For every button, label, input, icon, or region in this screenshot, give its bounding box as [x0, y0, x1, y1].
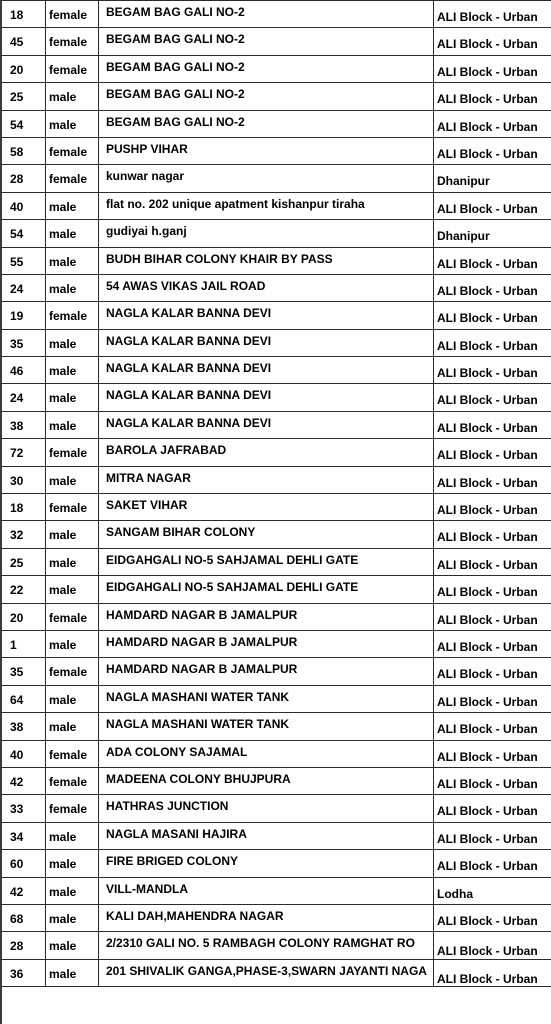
address-cell[interactable]: NAGLA KALAR BANNA DEVI: [99, 329, 434, 356]
block-cell[interactable]: ALI Block - Urban: [434, 137, 551, 164]
address-cell[interactable]: NAGLA MASANI HAJIRA: [99, 822, 434, 849]
block-cell[interactable]: ALI Block - Urban: [434, 822, 551, 849]
gender-cell[interactable]: female: [46, 55, 99, 82]
address-cell[interactable]: SAKET VIHAR: [99, 494, 434, 521]
age-cell[interactable]: 42: [1, 767, 46, 794]
age-cell[interactable]: 36: [1, 959, 46, 986]
table-row: [1, 137, 551, 164]
age-cell[interactable]: 40: [1, 740, 46, 767]
age-cell[interactable]: 68: [1, 904, 46, 931]
table-row: [1, 548, 551, 575]
gender-cell[interactable]: male: [46, 329, 99, 356]
age-cell[interactable]: 72: [1, 439, 46, 466]
block-cell[interactable]: ALI Block - Urban: [434, 192, 551, 219]
gender-cell[interactable]: male: [46, 521, 99, 548]
address-cell[interactable]: flat no. 202 unique apatment kishanpur tiraha: [99, 192, 434, 219]
age-cell[interactable]: 19: [1, 302, 46, 329]
address-cell[interactable]: FIRE BRIGED COLONY: [99, 850, 434, 877]
age-cell[interactable]: 24: [1, 384, 46, 411]
address-cell[interactable]: HAMDARD NAGAR B JAMALPUR: [99, 603, 434, 630]
table-row: [1, 795, 551, 822]
age-cell[interactable]: 38: [1, 411, 46, 438]
age-cell[interactable]: 22: [1, 576, 46, 603]
age-cell[interactable]: 55: [1, 247, 46, 274]
gender-cell[interactable]: male: [46, 877, 99, 904]
table-row: [1, 329, 551, 356]
table-row: [1, 110, 551, 137]
table-row: [1, 466, 551, 493]
address-cell[interactable]: HAMDARD NAGAR B JAMALPUR: [99, 630, 434, 657]
table-row: [1, 932, 551, 959]
address-cell[interactable]: 54 AWAS VIKAS JAIL ROAD: [99, 274, 434, 301]
gender-cell[interactable]: female: [46, 165, 99, 192]
address-cell[interactable]: ADA COLONY SAJAMAL: [99, 740, 434, 767]
table-row: [1, 192, 551, 219]
address-cell[interactable]: NAGLA KALAR BANNA DEVI: [99, 384, 434, 411]
block-cell[interactable]: ALI Block - Urban: [434, 439, 551, 466]
block-cell[interactable]: ALI Block - Urban: [434, 548, 551, 575]
gender-cell[interactable]: male: [46, 713, 99, 740]
age-cell[interactable]: 46: [1, 357, 46, 384]
block-cell[interactable]: ALI Block - Urban: [434, 110, 551, 137]
block-cell[interactable]: ALI Block - Urban: [434, 357, 551, 384]
block-cell[interactable]: ALI Block - Urban: [434, 55, 551, 82]
block-cell[interactable]: ALI Block - Urban: [434, 795, 551, 822]
table-row: [1, 877, 551, 904]
table-row: [1, 822, 551, 849]
table-row: [1, 28, 551, 55]
address-cell[interactable]: NAGLA KALAR BANNA DEVI: [99, 302, 434, 329]
age-cell[interactable]: 28: [1, 932, 46, 959]
block-cell[interactable]: ALI Block - Urban: [434, 494, 551, 521]
age-cell[interactable]: 28: [1, 165, 46, 192]
table-row: [1, 767, 551, 794]
block-cell[interactable]: ALI Block - Urban: [434, 576, 551, 603]
table-row: [1, 247, 551, 274]
table-row: [1, 83, 551, 110]
gender-cell[interactable]: female: [46, 302, 99, 329]
block-cell[interactable]: ALI Block - Urban: [434, 603, 551, 630]
block-cell[interactable]: Lodha: [434, 877, 551, 904]
gender-cell[interactable]: male: [46, 384, 99, 411]
block-cell[interactable]: ALI Block - Urban: [434, 247, 551, 274]
age-cell[interactable]: 20: [1, 55, 46, 82]
gender-cell[interactable]: male: [46, 247, 99, 274]
address-cell[interactable]: MITRA NAGAR: [99, 466, 434, 493]
gender-cell[interactable]: male: [46, 466, 99, 493]
block-cell[interactable]: ALI Block - Urban: [434, 302, 551, 329]
address-cell[interactable]: 201 SHIVALIK GANGA,PHASE-3,SWARN JAYANTI NAGA: [99, 959, 434, 986]
block-cell[interactable]: ALI Block - Urban: [434, 521, 551, 548]
block-cell[interactable]: ALI Block - Urban: [434, 630, 551, 657]
age-cell[interactable]: 1: [1, 630, 46, 657]
block-cell[interactable]: ALI Block - Urban: [434, 274, 551, 301]
table-row: [1, 576, 551, 603]
address-cell[interactable]: BEGAM BAG GALI NO-2: [99, 28, 434, 55]
address-cell[interactable]: NAGLA KALAR BANNA DEVI: [99, 411, 434, 438]
address-cell[interactable]: KALI DAH,MAHENDRA NAGAR: [99, 904, 434, 931]
address-cell[interactable]: VILL-MANDLA: [99, 877, 434, 904]
age-cell[interactable]: 35: [1, 658, 46, 685]
age-cell[interactable]: 32: [1, 521, 46, 548]
table-row: [1, 411, 551, 438]
gender-cell[interactable]: female: [46, 767, 99, 794]
address-cell[interactable]: PUSHP VIHAR: [99, 137, 434, 164]
table-row: [1, 439, 551, 466]
table-row: [1, 713, 551, 740]
age-cell[interactable]: 54: [1, 220, 46, 247]
age-cell[interactable]: 45: [1, 28, 46, 55]
records-table-body: [1, 1, 551, 987]
gender-cell[interactable]: female: [46, 494, 99, 521]
block-cell[interactable]: ALI Block - Urban: [434, 466, 551, 493]
block-cell[interactable]: Dhanipur: [434, 165, 551, 192]
gender-cell[interactable]: male: [46, 357, 99, 384]
gender-cell[interactable]: female: [46, 740, 99, 767]
gender-cell[interactable]: male: [46, 548, 99, 575]
address-cell[interactable]: BAROLA JAFRABAD: [99, 439, 434, 466]
table-row: [1, 384, 551, 411]
table-row: [1, 220, 551, 247]
gender-cell[interactable]: female: [46, 28, 99, 55]
table-row: [1, 740, 551, 767]
age-cell[interactable]: 34: [1, 822, 46, 849]
table-row: [1, 630, 551, 657]
address-cell[interactable]: EIDGAHGALI NO-5 SAHJAMAL DEHLI GATE: [99, 548, 434, 575]
address-cell[interactable]: BEGAM BAG GALI NO-2: [99, 110, 434, 137]
table-row: [1, 521, 551, 548]
gender-cell[interactable]: male: [46, 904, 99, 931]
table-row: [1, 904, 551, 931]
gender-cell[interactable]: male: [46, 83, 99, 110]
age-cell[interactable]: 33: [1, 795, 46, 822]
gender-cell[interactable]: male: [46, 932, 99, 959]
block-cell[interactable]: ALI Block - Urban: [434, 740, 551, 767]
age-cell[interactable]: 54: [1, 110, 46, 137]
block-cell[interactable]: ALI Block - Urban: [434, 904, 551, 931]
age-cell[interactable]: 42: [1, 877, 46, 904]
table-row: [1, 357, 551, 384]
age-cell[interactable]: 35: [1, 329, 46, 356]
address-cell[interactable]: BEGAM BAG GALI NO-2: [99, 83, 434, 110]
gender-cell[interactable]: female: [46, 137, 99, 164]
gender-cell[interactable]: female: [46, 603, 99, 630]
age-cell[interactable]: 18: [1, 1, 46, 28]
gender-cell[interactable]: male: [46, 850, 99, 877]
table-row: [1, 603, 551, 630]
address-cell[interactable]: NAGLA MASHANI WATER TANK: [99, 713, 434, 740]
gender-cell[interactable]: male: [46, 959, 99, 986]
block-cell[interactable]: ALI Block - Urban: [434, 28, 551, 55]
age-cell[interactable]: 30: [1, 466, 46, 493]
age-cell[interactable]: 64: [1, 685, 46, 712]
gender-cell[interactable]: female: [46, 1, 99, 28]
block-cell[interactable]: Dhanipur: [434, 220, 551, 247]
address-cell[interactable]: MADEENA COLONY BHUJPURA: [99, 767, 434, 794]
table-row: [1, 850, 551, 877]
gender-cell[interactable]: male: [46, 576, 99, 603]
address-cell[interactable]: SANGAM BIHAR COLONY: [99, 521, 434, 548]
address-cell[interactable]: BEGAM BAG GALI NO-2: [99, 1, 434, 28]
address-cell[interactable]: gudiyai h.ganj: [99, 220, 434, 247]
age-cell[interactable]: 60: [1, 850, 46, 877]
address-cell[interactable]: BEGAM BAG GALI NO-2: [99, 55, 434, 82]
block-cell[interactable]: ALI Block - Urban: [434, 384, 551, 411]
gender-cell[interactable]: male: [46, 274, 99, 301]
age-cell[interactable]: 24: [1, 274, 46, 301]
age-cell[interactable]: 38: [1, 713, 46, 740]
sheet-left-border: [0, 0, 2, 1024]
block-cell[interactable]: ALI Block - Urban: [434, 713, 551, 740]
table-row: [1, 658, 551, 685]
age-cell[interactable]: 25: [1, 548, 46, 575]
block-cell[interactable]: ALI Block - Urban: [434, 685, 551, 712]
gender-cell[interactable]: male: [46, 822, 99, 849]
block-cell[interactable]: ALI Block - Urban: [434, 850, 551, 877]
table-row: [1, 274, 551, 301]
address-cell[interactable]: HAMDARD NAGAR B JAMALPUR: [99, 658, 434, 685]
address-cell[interactable]: NAGLA MASHANI WATER TANK: [99, 685, 434, 712]
table-row: [1, 55, 551, 82]
block-cell[interactable]: ALI Block - Urban: [434, 959, 551, 986]
address-cell[interactable]: HATHRAS JUNCTION: [99, 795, 434, 822]
block-cell[interactable]: ALI Block - Urban: [434, 932, 551, 959]
table-row: [1, 494, 551, 521]
gender-cell[interactable]: male: [46, 110, 99, 137]
table-row: [1, 959, 551, 986]
gender-cell[interactable]: male: [46, 411, 99, 438]
address-cell[interactable]: 2/2310 GALI NO. 5 RAMBAGH COLONY RAMGHAT RO: [99, 932, 434, 959]
gender-cell[interactable]: female: [46, 795, 99, 822]
table-row: [1, 1, 551, 28]
block-cell[interactable]: ALI Block - Urban: [434, 83, 551, 110]
block-cell[interactable]: ALI Block - Urban: [434, 329, 551, 356]
age-cell[interactable]: 25: [1, 83, 46, 110]
block-cell[interactable]: ALI Block - Urban: [434, 767, 551, 794]
table-row: [1, 165, 551, 192]
table-row: [1, 685, 551, 712]
block-cell[interactable]: ALI Block - Urban: [434, 658, 551, 685]
age-cell[interactable]: 58: [1, 137, 46, 164]
address-cell[interactable]: kunwar nagar: [99, 165, 434, 192]
gender-cell[interactable]: male: [46, 220, 99, 247]
gender-cell[interactable]: male: [46, 630, 99, 657]
address-cell[interactable]: NAGLA KALAR BANNA DEVI: [99, 357, 434, 384]
gender-cell[interactable]: female: [46, 439, 99, 466]
block-cell[interactable]: ALI Block - Urban: [434, 1, 551, 28]
address-cell[interactable]: EIDGAHGALI NO-5 SAHJAMAL DEHLI GATE: [99, 576, 434, 603]
age-cell[interactable]: 20: [1, 603, 46, 630]
age-cell[interactable]: 18: [1, 494, 46, 521]
table-row: [1, 302, 551, 329]
age-cell[interactable]: 40: [1, 192, 46, 219]
gender-cell[interactable]: female: [46, 658, 99, 685]
gender-cell[interactable]: male: [46, 685, 99, 712]
block-cell[interactable]: ALI Block - Urban: [434, 411, 551, 438]
address-cell[interactable]: BUDH BIHAR COLONY KHAIR BY PASS: [99, 247, 434, 274]
gender-cell[interactable]: male: [46, 192, 99, 219]
